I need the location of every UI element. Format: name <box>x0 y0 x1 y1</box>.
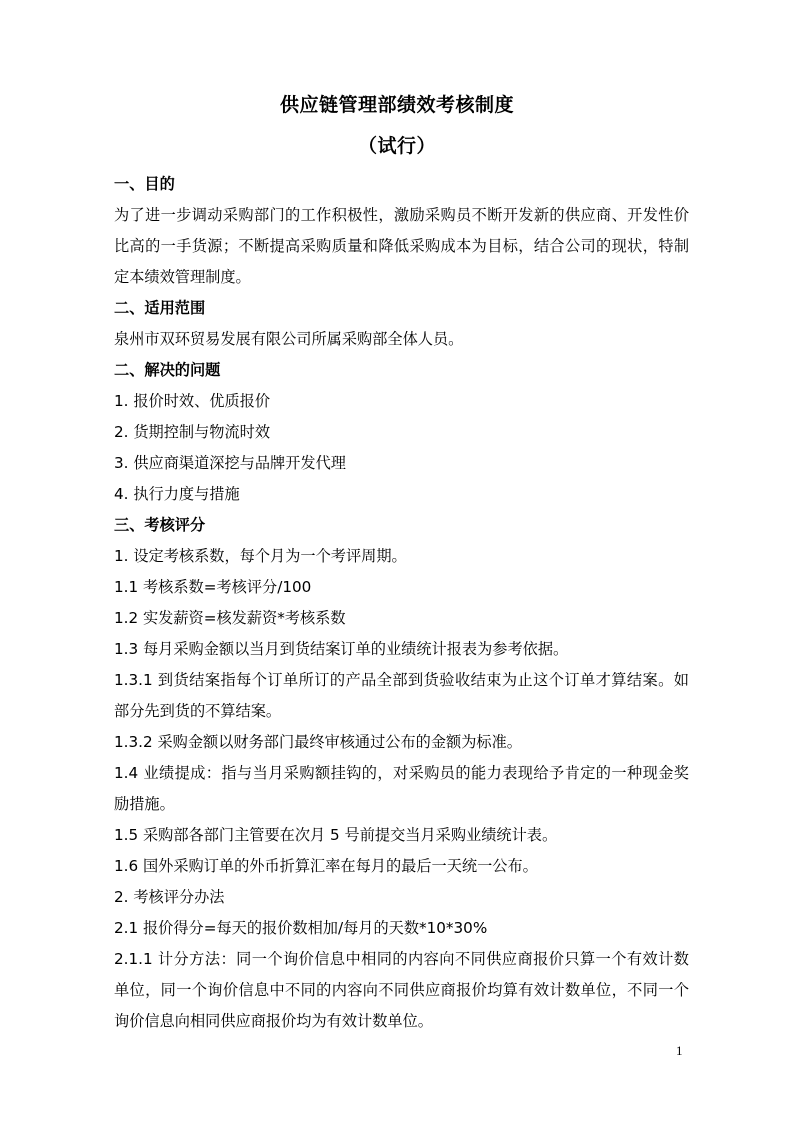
assessment-item-1-5: 1.5 采购部各部门主管要在次月 5 号前提交当月采购业绩统计表。 <box>114 826 558 844</box>
document-body <box>114 169 689 1037</box>
assessment-item-1-6: 1.6 国外采购订单的外币折算汇率在每月的最后一天统一公布。 <box>114 857 538 875</box>
assessment-item: 1.2 实发薪资=核发薪资*考核系数 <box>114 609 346 627</box>
document-title: 供应链管理部绩效考核制度 <box>279 94 514 116</box>
section-heading-scope: 二、适用范围 <box>114 299 206 317</box>
issue-item: 1. 报价时效、优质报价 <box>114 392 271 410</box>
assessment-item-1-4: 1.4 业绩提成：指与当月采购额挂钩的，对采购员的能力表现给予肯定的一种现金奖励措施。 <box>114 764 689 813</box>
assessment-item: 1.1 考核系数=考核评分/100 <box>114 578 312 596</box>
assessment-item-2: 2. 考核评分办法 <box>114 888 225 906</box>
assessment-item-2-1-1: 2.1.1 计分方法：同一个询价信息中相同的内容向不同供应商报价只算一个有效计数单位，同一个询价信息中不同的内容向不同供应商报价均算有效计数单位，不同一个询价信息向相同供应商报价均为有效计数单位。 <box>114 950 689 1030</box>
assessment-item: 1. 设定考核系数，每个月为一个考评周期。 <box>114 547 407 565</box>
section-heading-purpose: 一、目的 <box>114 175 175 193</box>
assessment-item-1-3-1: 1.3.1 到货结案指每个订单所订的产品全部到货验收结束为止这个订单才算结案。如部分先到货的不算结案。 <box>114 671 689 720</box>
document-subtitle: （试行） <box>357 135 436 157</box>
page-number: 1 <box>676 1043 683 1058</box>
issue-item: 3. 供应商渠道深挖与品牌开发代理 <box>114 454 346 472</box>
section-heading-issues: 二、解决的问题 <box>114 361 221 379</box>
assessment-item-2-1: 2.1 报价得分=每天的报价数相加/每月的天数*10*30% <box>114 919 488 937</box>
purpose-paragraph: 为了进一步调动采购部门的工作积极性，激励采购员不断开发新的供应商、开发性价比高的一手货源；不断提高采购质量和降低采购成本为目标，结合公司的现状，特制定本绩效管理制度。 <box>114 206 689 286</box>
assessment-item-1-3-2: 1.3.2 采购金额以财务部门最终审核通过公布的金额为标准。 <box>114 733 522 751</box>
section-heading-assessment: 三、考核评分 <box>114 516 206 534</box>
scope-paragraph: 泉州市双环贸易发展有限公司所属采购部全体人员。 <box>114 330 464 348</box>
assessment-item: 1.3 每月采购金额以当月到货结案订单的业绩统计报表为参考依据。 <box>114 640 569 658</box>
issue-item: 2. 货期控制与物流时效 <box>114 423 271 441</box>
issue-item: 4. 执行力度与措施 <box>114 485 240 503</box>
